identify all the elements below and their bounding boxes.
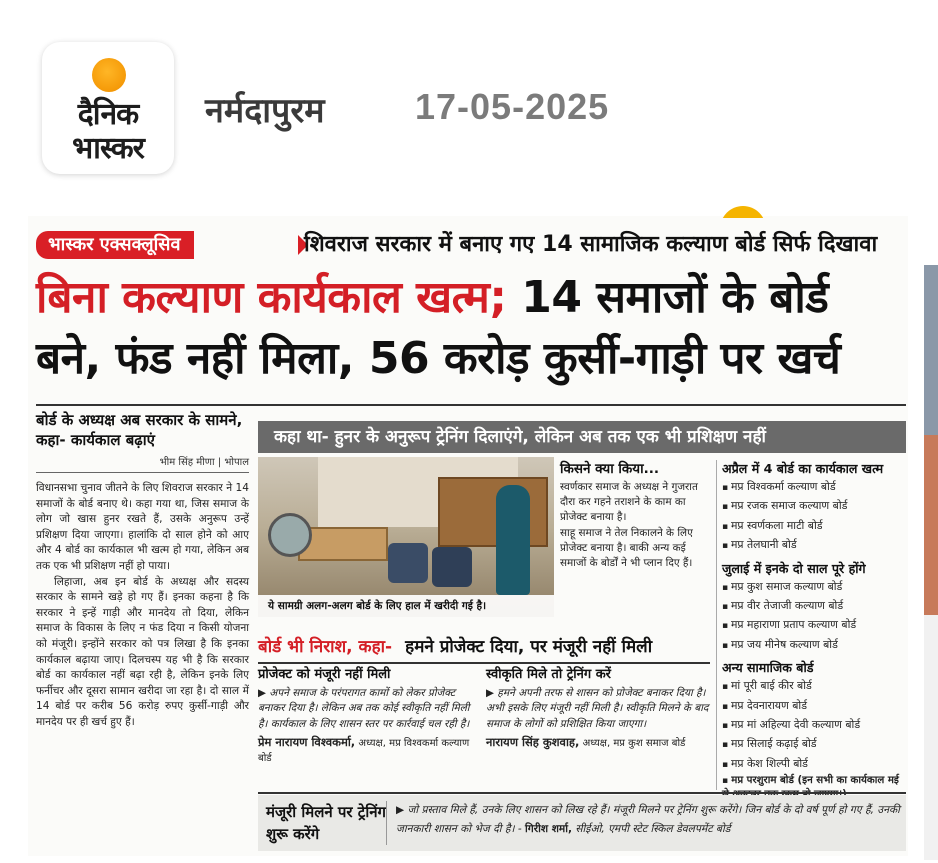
speaker-role: अध्यक्ष, मप्र विश्वकर्मा कल्याण बोर्ड xyxy=(258,738,470,765)
paragraph: विधानसभा चुनाव जीतने के लिए शिवराज सरकार ने 14 समाजों के बोर्ड बनाए थे। कहा गया था, जिस समाज के लोग जो खास हुनर रखते हैं, उसके अनुरूप उन्हें प्रशिक्षण दिया जाएगा। हालांकि दो साल होने को आए और 4 बोर्ड का कार्यकाल भी खत्म हो गया, लेकिन अब तक एक भी प्रशिक्षण नहीं हो पाया। xyxy=(36,482,249,572)
speaker-name: गिरीश शर्मा, xyxy=(525,823,573,835)
bottom-title: मंजूरी मिलने पर ट्रेनिंग शुरू करेंगे xyxy=(266,803,387,843)
list-item: ▪ मप्र कुश समाज कल्याण बोर्ड xyxy=(722,578,906,597)
quote-column xyxy=(258,666,473,766)
other-list xyxy=(722,677,906,802)
paragraph: लिहाजा, अब इन बोर्ड के अध्यक्ष और सदस्य सरकार के सामने खड़े हो गए हैं। इनका कहना है कि सरकार ने इन्हें गाड़ी और मानदेय तो दिया, लेकिन समाज के विकास के लिए न फंड दिया न किसी योजना को मंजूरी। इन्होंने सरकार को पत्र लिखा है कि इनका कार्यकाल बढ़ाया जाए। दिलचस्प यह भी है कि सरकार बोर्ड का कार्यकाल नहीं बढ़ा रही है, लेकिन इनके लिए फर्नीचर और दूसरा सामान खरीदा जा रहा है। दो साल में 14 बोर्ड पर करीब 56 करोड़ रुपए कुर्सी-गाड़ी और मानदेय पर ही खर्च हुए हैं। xyxy=(36,575,249,728)
edition-date: 17-05-2025 xyxy=(415,86,610,127)
quote-subhead: प्रोजेक्ट को मंजूरी नहीं मिली xyxy=(258,667,391,682)
divider xyxy=(258,792,906,794)
paragraph: साहू समाज ने तेल निकालने के लिए प्रोजेक्ट बनाया है। बाकी अन्य कई समाजों के बोर्डों ने भी प्लान दिए हैं। xyxy=(560,526,693,570)
section-banner: कहा था- हुनर के अनुरूप ट्रेनिंग दिलाएंगे, लेकिन अब तक एक भी प्रशिक्षण नहीं xyxy=(258,421,906,453)
office-furniture-photo xyxy=(258,457,554,617)
article-body xyxy=(36,481,249,731)
exclusive-tag: भास्कर एक्सक्लूसिव xyxy=(36,231,194,259)
list-item: ▪ मप्र सिलाई कढ़ाई बोर्ड xyxy=(722,735,906,754)
person-shape xyxy=(496,485,530,595)
boards-disappointed-section xyxy=(258,634,710,765)
fan-shape xyxy=(268,513,312,557)
edition-city: नर्मदापुरम xyxy=(205,91,325,131)
section-heading-black: हमने प्रोजेक्ट दिया, पर मंजूरी नहीं मिली xyxy=(405,637,653,657)
section-heading xyxy=(258,634,710,660)
sun-icon xyxy=(92,58,126,92)
dainik-bhaskar-logo[interactable] xyxy=(42,42,174,174)
ended-title: अप्रैल में 4 बोर्ड का कार्यकाल खत्म xyxy=(722,461,884,476)
headline xyxy=(36,268,906,390)
left-heading: बोर्ड के अध्यक्ष अब सरकार के सामने, कहा- कार्यकाल बढ़ाएं xyxy=(36,411,243,449)
list-item: ▪ मप्र वीर तेजाजी कल्याण बोर्ड xyxy=(722,597,906,616)
quote-attribution xyxy=(486,735,710,751)
section-heading-red: बोर्ड भी निराश, कहा- xyxy=(258,637,393,657)
list-item: ▪ मप्र केश शिल्पी बोर्ड xyxy=(722,755,906,774)
list-item: ▪ मप्र स्वर्णकला माटी बोर्ड xyxy=(722,517,906,536)
logo-line1: दैनिक xyxy=(77,97,139,132)
headline-red: बिना कल्याण कार्यकाल खत्म; xyxy=(36,272,507,323)
chair-shape xyxy=(388,543,428,583)
speaker-name: नारायण सिंह कुशवाह, xyxy=(486,735,580,750)
kicker-text: शिवराज सरकार में बनाए गए 14 सामाजिक कल्याण बोर्ड सिर्फ दिखावा xyxy=(304,232,878,257)
list-item: ▪ मां पूरी बाई कीर बोर्ड xyxy=(722,677,906,696)
list-item: ▪ मप्र महाराणा प्रताप कल्याण बोर्ड xyxy=(722,616,906,635)
quote-subhead: स्वीकृति मिले तो ट्रेनिंग करें xyxy=(486,667,612,682)
chair-shape xyxy=(432,547,472,587)
adjacent-page-strip xyxy=(924,265,938,435)
divider xyxy=(36,472,249,473)
headline-line1 xyxy=(36,268,906,328)
list-item: ▪ मप्र जय मीनेष कल्याण बोर्ड xyxy=(722,636,906,655)
board-list xyxy=(722,460,906,806)
list-item: ▪ मप्र विश्वकर्मा कल्याण बोर्ड xyxy=(722,478,906,497)
header-bar xyxy=(0,0,938,200)
paragraph: स्वर्णकार समाज के अध्यक्ष ने गुजरात दौरा कर गहने तराशने के काम का प्रोजेक्ट बनाया है। xyxy=(560,481,698,524)
list-item: ▪ मप्र तेलघानी बोर्ड xyxy=(722,536,906,555)
list-item-note: ▪ मप्र परशुराम बोर्ड (इन सभी का कार्यकाल मई xyxy=(722,774,906,802)
other-title: अन्य सामाजिक बोर्ड xyxy=(722,660,814,676)
adjacent-page-strip xyxy=(924,435,938,615)
quote-column xyxy=(486,666,710,751)
who-did-what xyxy=(560,460,710,571)
quote-text: ▶ अपने समाज के परंपरागत कामों को लेकर प्रोजेक्ट बनाकर दिया है। लेकिन अब तक कोई स्वीकृति नहीं मिली है। कार्यकाल के लिए शासन स्तर पर कार्रवाई चल रही है। xyxy=(258,687,470,730)
cabinet-shape xyxy=(438,477,548,547)
divider xyxy=(716,460,717,790)
byline: भीम सिंह मीणा | भोपाल xyxy=(159,457,249,468)
divider xyxy=(386,801,387,845)
headline-line2: बने, फंड नहीं मिला, 56 करोड़ कुर्सी-गाड़ी पर खर्च xyxy=(36,333,841,384)
left-column xyxy=(36,410,249,731)
photo-caption: ये सामग्री अलग-अलग बोर्ड के लिए हाल में खरीदी गई है। xyxy=(258,595,554,617)
quote-text: ▶ हमने अपनी तरफ से शासन को प्रोजेक्ट बनाकर दिया है। अभी इसके लिए मंजूरी नहीं मिली है। स्वीकृति मिलने के बाद समाज के लोगों को प्रशिक्षित किया जाएगा। xyxy=(486,687,709,730)
speaker-role: अध्यक्ष, मप्र कुश समाज बोर्ड xyxy=(582,738,686,750)
adjacent-page-strip xyxy=(924,615,938,860)
divider xyxy=(258,662,710,664)
bottom-quote-box xyxy=(258,795,906,851)
logo-line2: भास्कर xyxy=(72,131,144,166)
july-list xyxy=(722,578,906,656)
sun-mark-icon xyxy=(720,206,766,218)
who-did-text xyxy=(560,480,710,571)
speaker-name: प्रेम नारायण विश्वकर्मा, xyxy=(258,735,356,750)
bottom-quote: ▶ जो प्रस्ताव मिले हैं, उनके लिए शासन को लिख रहे हैं। मंजूरी मिलने पर ट्रेनिंग शुरू करेंगे। जिन बोर्ड के दो वर्ष पूर्ण हो गए हैं, उनकी जानकारी शासन को भेज दी है। - गिरीश शर्मा, सीईओ, एमपी स्टेट स्किल डेवलपमेंट बोर्ड xyxy=(396,804,900,835)
july-title: जुलाई में इनके दो साल पूरे होंगे xyxy=(722,560,866,576)
list-item: ▪ मप्र मां अहिल्या देवी कल्याण बोर्ड xyxy=(722,716,906,735)
quote-attribution xyxy=(258,735,473,766)
speaker-role: सीईओ, एमपी स्टेट स्किल डेवलपमेंट बोर्ड xyxy=(575,823,731,835)
headline-black: 14 समाजों के बोर्ड xyxy=(521,272,829,323)
list-item: ▪ मप्र देवनारायण बोर्ड xyxy=(722,697,906,716)
ended-list xyxy=(722,478,906,556)
divider xyxy=(36,404,906,406)
kicker-line xyxy=(36,229,906,263)
list-item: ▪ मप्र रजक समाज कल्याण बोर्ड xyxy=(722,497,906,516)
who-did-title: किसने क्या किया... xyxy=(560,461,660,477)
